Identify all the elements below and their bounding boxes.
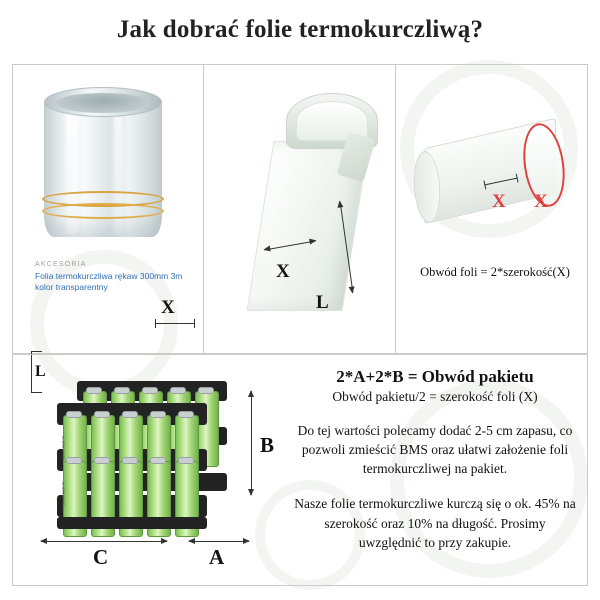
cell-terminal	[150, 411, 166, 418]
caption-kicker: AKCESORIA	[35, 261, 87, 268]
cell-terminal	[114, 387, 130, 394]
bottom-heading: 2*A+2*B = Obwód pakietu	[336, 367, 534, 386]
bottom-subheading: Obwód pakietu/2 = szerokość foli (X)	[332, 389, 538, 404]
cell-terminal	[178, 411, 194, 418]
panel2-label-l: L	[316, 292, 329, 313]
cell-terminal	[122, 411, 138, 418]
bottom-paragraph-2: Nasze folie termokurczliwe kurczą się o ok. 45% na szerokość oraz 10% na długość. Prosimy uwzględnić to przy zakupie.	[294, 496, 576, 550]
cell-terminal	[170, 387, 186, 394]
bottom-text-block	[293, 367, 577, 552]
cell-terminal	[94, 411, 110, 418]
product-caption	[35, 261, 185, 294]
panel-film-strip	[204, 64, 396, 354]
cell-column	[175, 461, 199, 553]
cell-label: LI-ION 18650	[61, 482, 66, 507]
tube-inner-ellipse	[56, 93, 150, 113]
film-roll-illustration	[44, 87, 162, 237]
cell-column	[91, 461, 115, 553]
dimension-line-c	[41, 541, 167, 542]
dimension-label-b: B	[260, 433, 275, 457]
panel3-label-x1: X	[492, 191, 506, 212]
dimension-label-a: A	[209, 545, 225, 569]
panel3-label-x2: X	[534, 191, 548, 212]
caption-description: Folia termokurczliwa rękaw 300mm 3m kolor transparentny	[35, 271, 183, 293]
panel2-label-x: X	[276, 261, 290, 282]
cell-terminal	[66, 411, 82, 418]
film-strip-illustration	[224, 75, 394, 315]
tube-band-2	[42, 203, 164, 219]
page-title: Jak dobrać folie termokurczliwą?	[116, 16, 484, 43]
cell-terminal	[94, 457, 110, 464]
cell-terminal	[142, 387, 158, 394]
pack-holder-base	[57, 517, 207, 529]
panel3-formula: Obwód foli = 2*szerokość(X)	[420, 265, 570, 279]
bottom-paragraph-1: Do tej wartości polecamy dodać 2-5 cm zapasu, co pozwoli zmieścić BMS oraz ułatwi założenie foli termokurczliwej na pakiet.	[297, 423, 573, 477]
dimension-label-c: C	[93, 545, 109, 569]
panel1-label-l: L	[35, 363, 46, 380]
panel1-label-x: X	[161, 297, 175, 318]
panel1-x-measure-line	[155, 323, 195, 324]
dimension-line-a	[189, 541, 249, 542]
dimension-line-b	[251, 391, 252, 495]
panel-tube-cross-section	[396, 64, 588, 354]
cell-column	[119, 461, 143, 553]
cell-terminal	[122, 457, 138, 464]
bottom-panel	[12, 354, 588, 586]
cell-terminal	[198, 387, 214, 394]
cell-terminal	[66, 457, 82, 464]
cell-column	[63, 461, 87, 553]
panel-film-roll	[12, 64, 204, 380]
cell-label: LI-ION 18650	[61, 436, 66, 461]
cell-terminal	[86, 387, 102, 394]
tube-cross-section-illustration	[412, 123, 572, 233]
cell-terminal	[150, 457, 166, 464]
cell-terminal	[178, 457, 194, 464]
battery-pack-illustration	[39, 375, 259, 525]
